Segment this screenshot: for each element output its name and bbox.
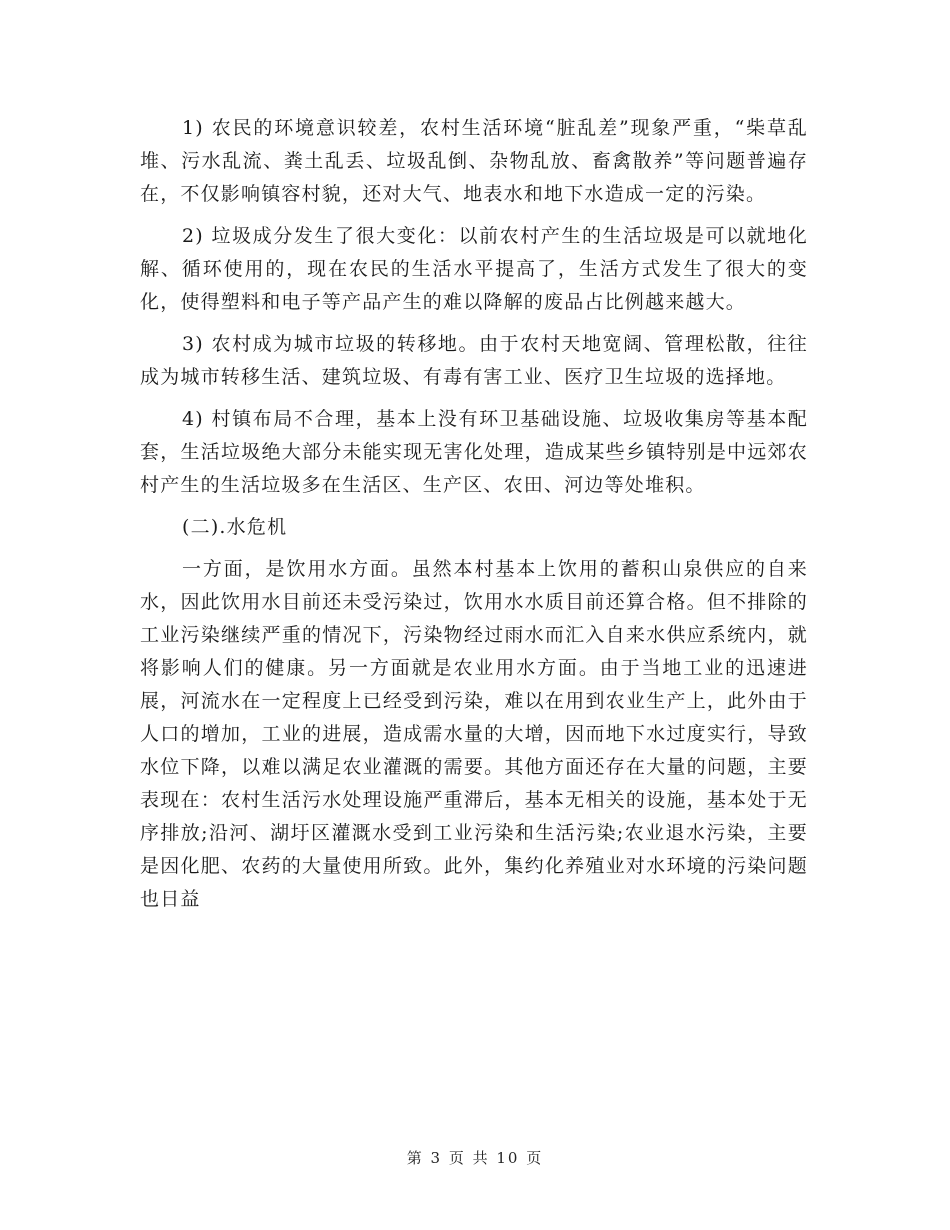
paragraph-awareness: 1) 农民的环境意识较差，农村生活环境“脏乱差”现象严重，“柴草乱堆、污水乱流、粪土乱丢、垃圾乱倒、杂物乱放、畜禽散养”等问题普遍存在，不仅影响镇容村貌，还对大气、地表水和地下水造成一定的污染。 — [140, 117, 808, 205]
section-heading-water-crisis: (二).水危机 — [182, 516, 288, 538]
paragraph-waste-composition: 2) 垃圾成分发生了很大变化：以前农村产生的生活垃圾是可以就地化解、循环使用的，现在农民的生活水平提高了，生活方式发生了很大的变化，使得塑料和电子等产品产生的难以降解的废品占比例越来越大。 — [140, 225, 808, 313]
paragraph-urban-waste-transfer: 3) 农村成为城市垃圾的转移地。由于农村天地宽阔、管理松散，往往成为城市转移生活、建筑垃圾、有毒有害工业、医疗卫生垃圾的选择地。 — [140, 333, 808, 388]
paragraph-water-usage: 一方面，是饮用水方面。虽然本村基本上饮用的蓄积山泉供应的自来水，因此饮用水目前还未受污染过，饮用水水质目前还算合格。但不排除的工业污染继续严重的情况下，污染物经过雨水而汇入自来水供应系统内，就将影响人们的健康。另一方面就是农业用水方面。由于当地工业的迅速进展，河流水在一定程度上已经受到污染，难以在用到农业生产上，此外由于人口的增加，工业的进展，造成需水量的大增，因而地下水过度实行，导致水位下降，以难以满足农业灌溉的需要。其他方面还存在大量的问题，主要表现在：农村生活污水处理设施严重滞后，基本无相关的设施，基本处于无序排放;沿河、湖圩区灌溉水受到工业污染和生活污染;农业退水污染，主要是因化肥、农药的大量使用所致。此外，集约化养殖业对水环境的污染问题也日益 — [140, 558, 808, 910]
page-number-footer: 第 3 页 共 10 页 — [406, 1149, 544, 1167]
document-body — [140, 112, 808, 925]
paragraph-village-layout: 4) 村镇布局不合理，基本上没有环卫基础设施、垃圾收集房等基本配套，生活垃圾绝大部分未能实现无害化处理，造成某些乡镇特别是中远郊农村产生的生活垃圾多在生活区、生产区、农田、河边等处堆积。 — [140, 408, 808, 496]
